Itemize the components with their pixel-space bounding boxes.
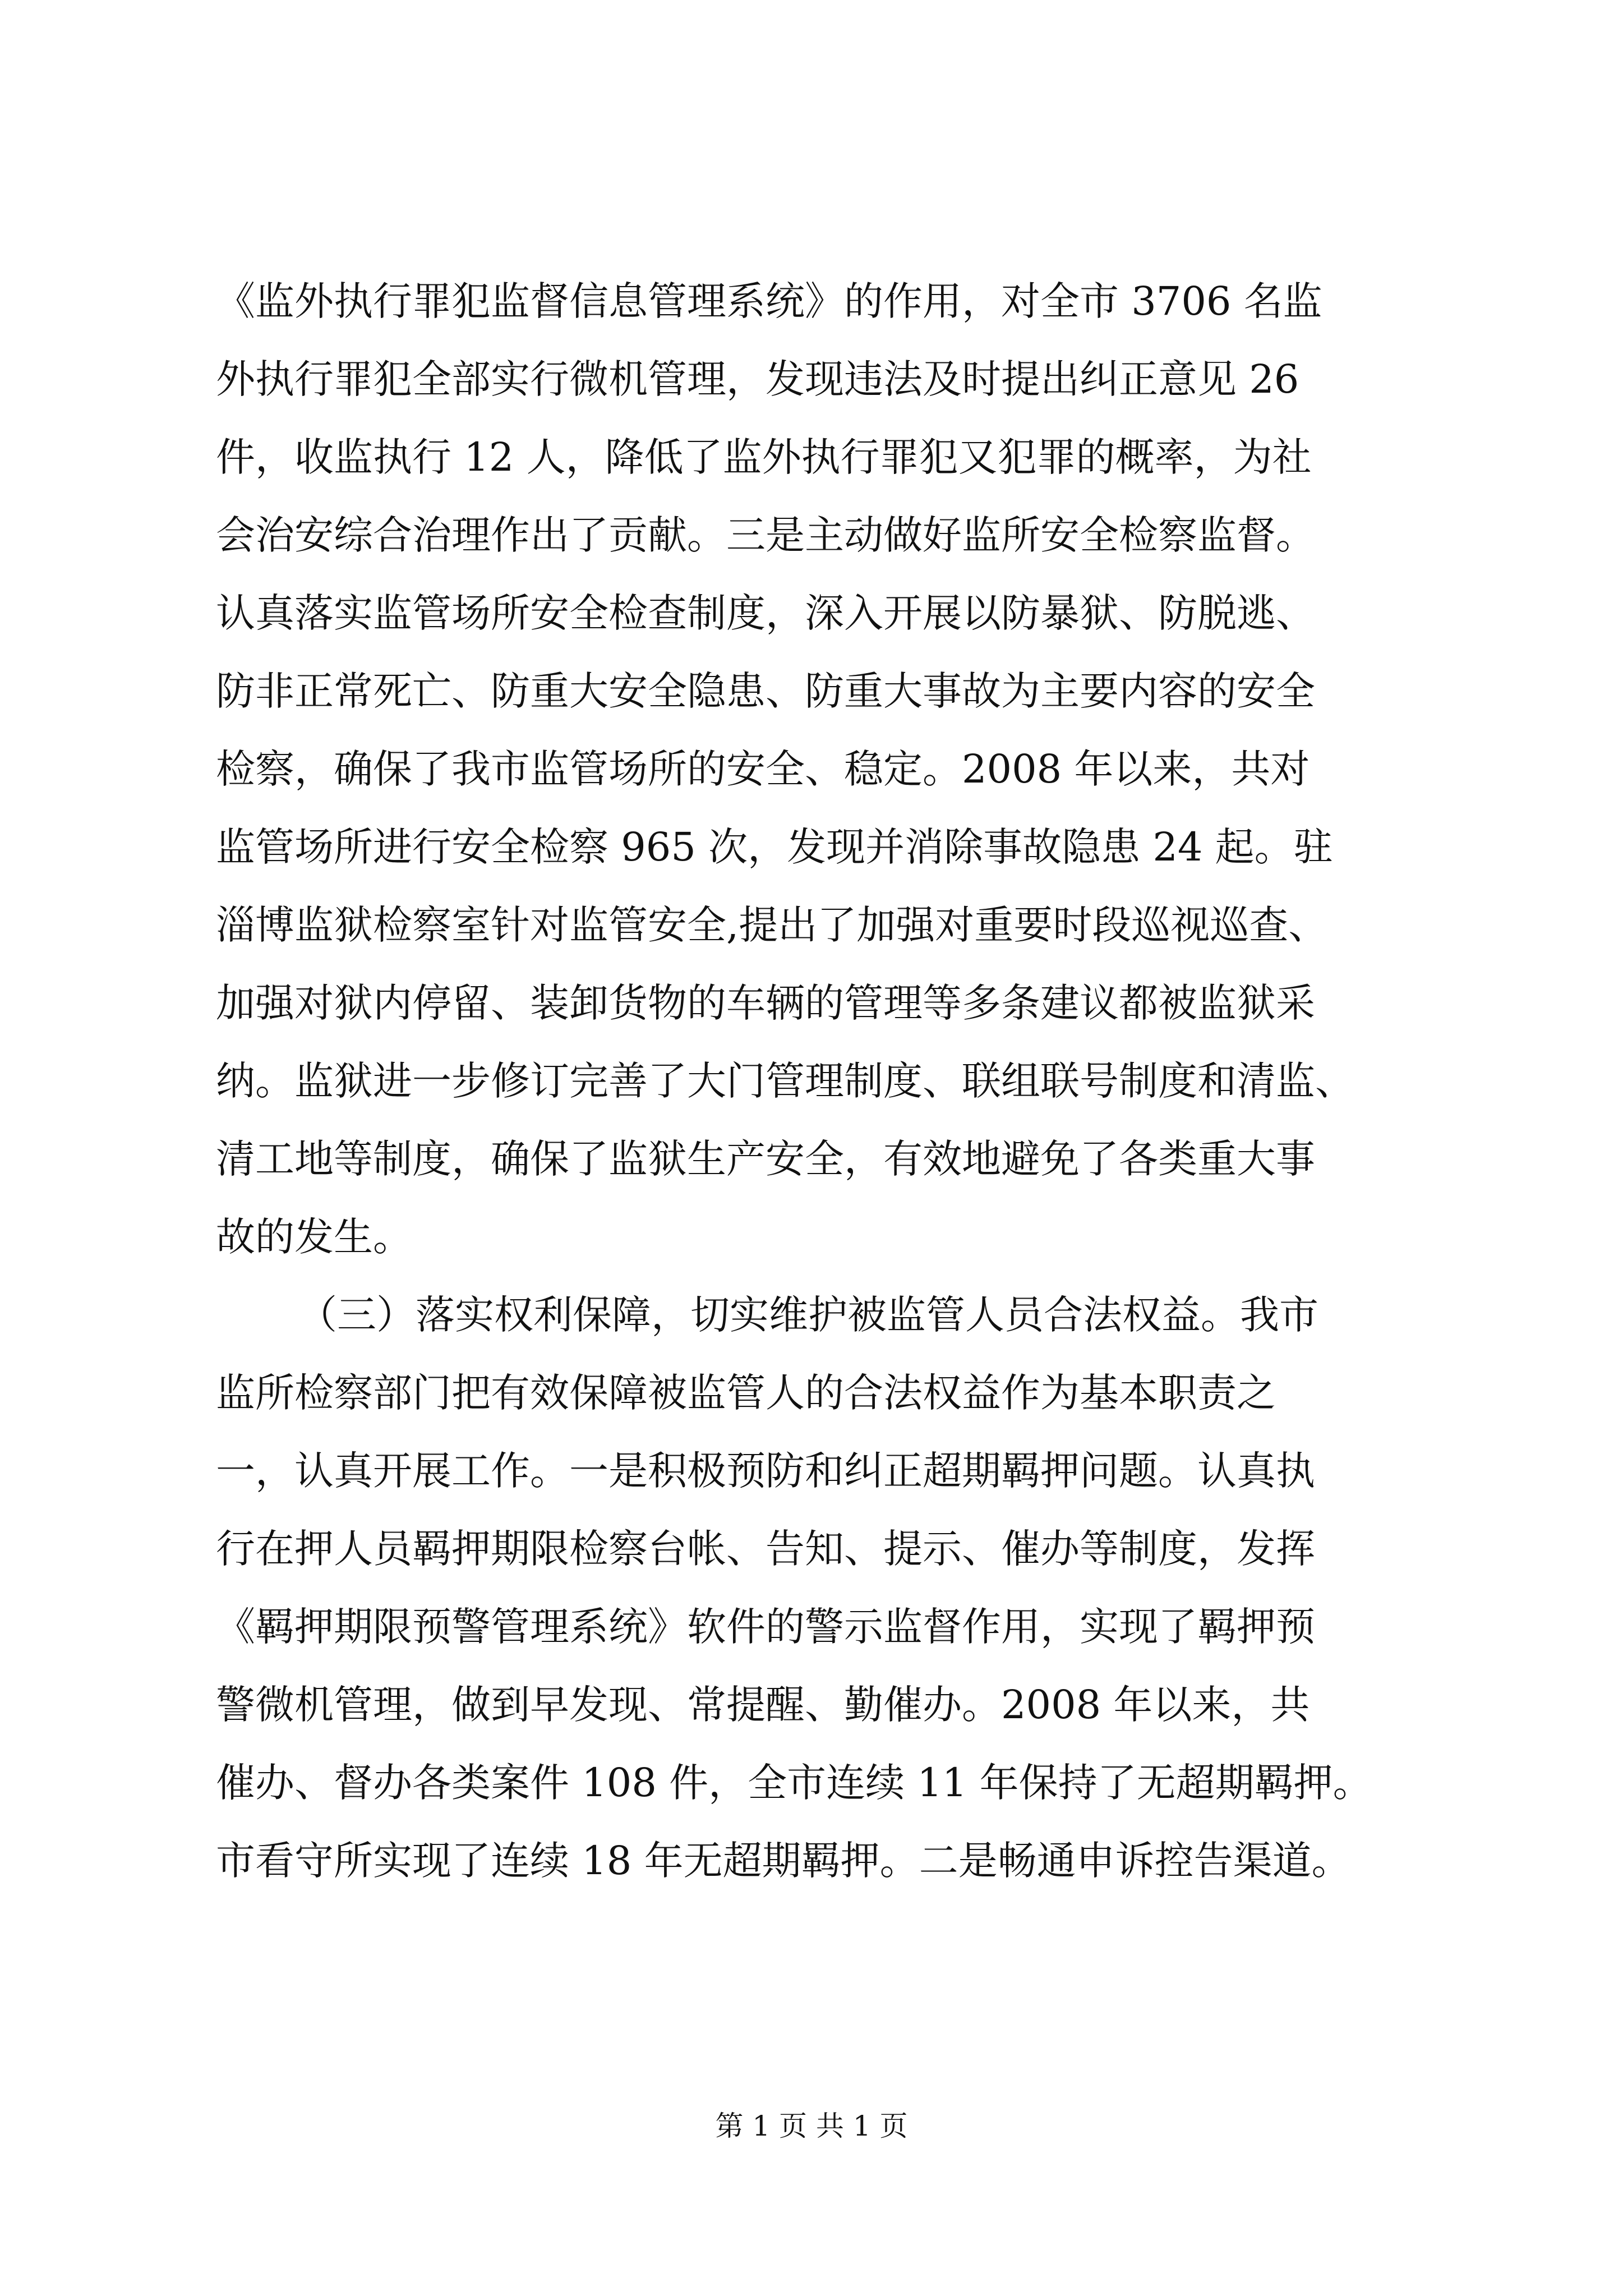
text-line: 催办、督办各类案件 108 件，全市连续 11 年保持了无超期羁押。 <box>216 1760 1372 1806</box>
page-number-footer: 第 1 页 共 1 页 <box>715 2110 908 2142</box>
text-line: 纳。监狱进一步修订完善了大门管理制度、联组联号制度和清监、 <box>216 1058 1354 1104</box>
text-line: 监管场所进行安全检察 965 次，发现并消除事故隐患 24 起。驻 <box>216 824 1333 870</box>
text-line: 检察，确保了我市监管场所的安全、稳定。2008 年以来，共对 <box>216 746 1310 792</box>
text-line: 故的发生。 <box>216 1214 412 1260</box>
text-line: 淄博监狱检察室针对监管安全,提出了加强对重要时段巡视巡查、 <box>216 902 1328 948</box>
text-line: 警微机管理，做到早发现、常提醒、勤催办。2008 年以来，共 <box>216 1682 1310 1728</box>
text-line: 清工地等制度，确保了监狱生产安全，有效地避免了各类重大事 <box>216 1136 1315 1182</box>
text-line: 《羁押期限预警管理系统》软件的警示监督作用，实现了羁押预 <box>216 1604 1315 1650</box>
text-line: 一，认真开展工作。一是积极预防和纠正超期羁押问题。认真执 <box>216 1448 1315 1494</box>
text-line: 防非正常死亡、防重大安全隐患、防重大事故为主要内容的安全 <box>216 668 1315 714</box>
text-line: 认真落实监管场所安全检查制度，深入开展以防暴狱、防脱逃、 <box>216 590 1315 636</box>
text-line: 行在押人员羁押期限检察台帐、告知、提示、催办等制度，发挥 <box>216 1526 1315 1572</box>
text-line: 监所检察部门把有效保障被监管人的合法权益作为基本职责之 <box>216 1370 1276 1416</box>
text-line: 《监外执行罪犯监督信息管理系统》的作用，对全市 3706 名监 <box>216 278 1322 324</box>
text-line: 市看守所实现了连续 18 年无超期羁押。二是畅通申诉控告渠道。 <box>216 1838 1351 1884</box>
text-line: 会治安综合治理作出了贡献。三是主动做好监所安全检察监督。 <box>216 512 1315 558</box>
section-heading-line: （三）落实权利保障，切实维护被监管人员合法权益。我市 <box>298 1292 1318 1338</box>
text-line: 加强对狱内停留、装卸货物的车辆的管理等多条建议都被监狱采 <box>216 980 1315 1026</box>
text-line: 外执行罪犯全部实行微机管理，发现违法及时提出纠正意见 26 <box>216 356 1299 402</box>
text-line: 件，收监执行 12 人，降低了监外执行罪犯又犯罪的概率，为社 <box>216 434 1312 480</box>
